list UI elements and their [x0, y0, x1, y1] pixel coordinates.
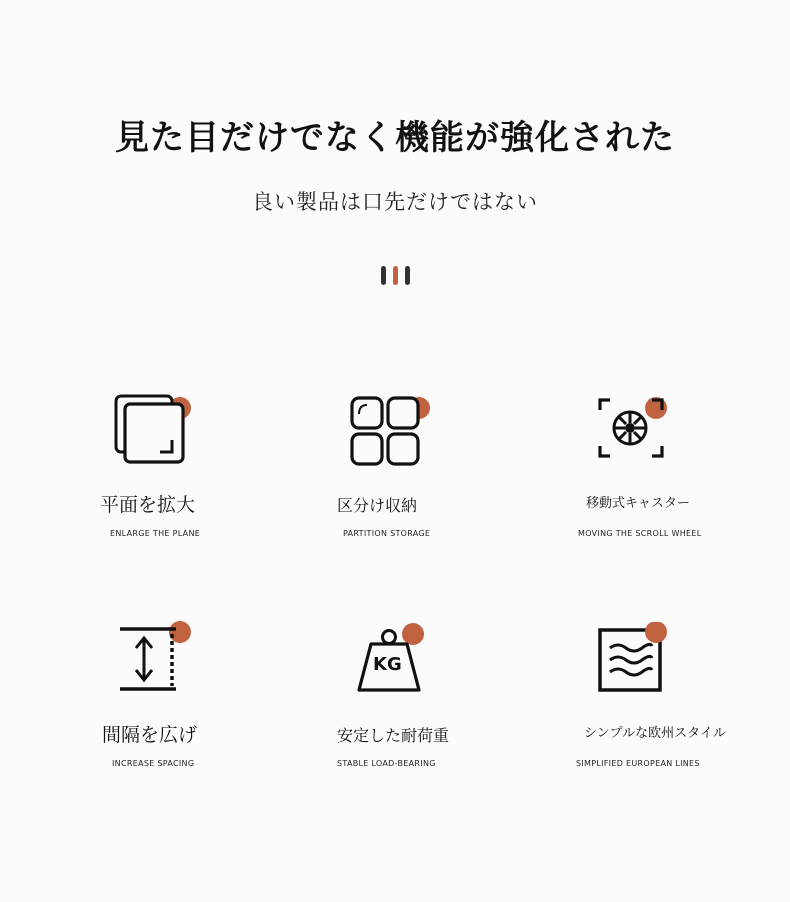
feature-european-style — [576, 620, 790, 820]
feature-sublabel: INCREASE SPACING — [112, 759, 195, 768]
feature-caster-wheel — [578, 390, 790, 590]
caster-wheel-icon — [596, 394, 686, 484]
feature-label: シンプルな欧州スタイル — [584, 726, 726, 741]
divider-mark — [405, 266, 410, 285]
feature-partition-storage — [337, 390, 557, 590]
divider-mark-accent — [393, 266, 398, 285]
feature-sublabel: PARTITION STORAGE — [343, 529, 431, 538]
feature-label: 平面を拡大 — [100, 494, 196, 516]
kg-label: KG — [373, 654, 402, 675]
feature-label: 安定した耐荷重 — [337, 726, 450, 745]
divider-marks — [381, 266, 411, 286]
wavy-lines-icon — [594, 622, 684, 712]
feature-sublabel: STABLE LOAD-BEARING — [337, 759, 436, 768]
increase-spacing-icon — [114, 620, 204, 710]
page-subtitle: 良い製品は口先だけではない — [252, 190, 538, 214]
feature-sublabel: SIMPLIFIED EUROPEAN LINES — [576, 759, 700, 768]
feature-increase-spacing — [100, 620, 320, 820]
partition-grid-icon — [347, 390, 437, 480]
feature-stable-load — [337, 620, 557, 820]
feature-sublabel: ENLARGE THE PLANE — [110, 529, 201, 538]
feature-label: 区分け収納 — [337, 496, 418, 515]
divider-mark — [381, 266, 386, 285]
feature-enlarge-plane — [100, 390, 320, 590]
page-title: 見た目だけでなく機能が強化された — [115, 118, 675, 158]
feature-label: 間隔を広げ — [102, 724, 198, 746]
feature-label: 移動式キャスター — [586, 496, 691, 511]
enlarge-plane-icon — [110, 390, 200, 480]
feature-sublabel: MOVING THE SCROLL WHEEL — [578, 529, 702, 538]
